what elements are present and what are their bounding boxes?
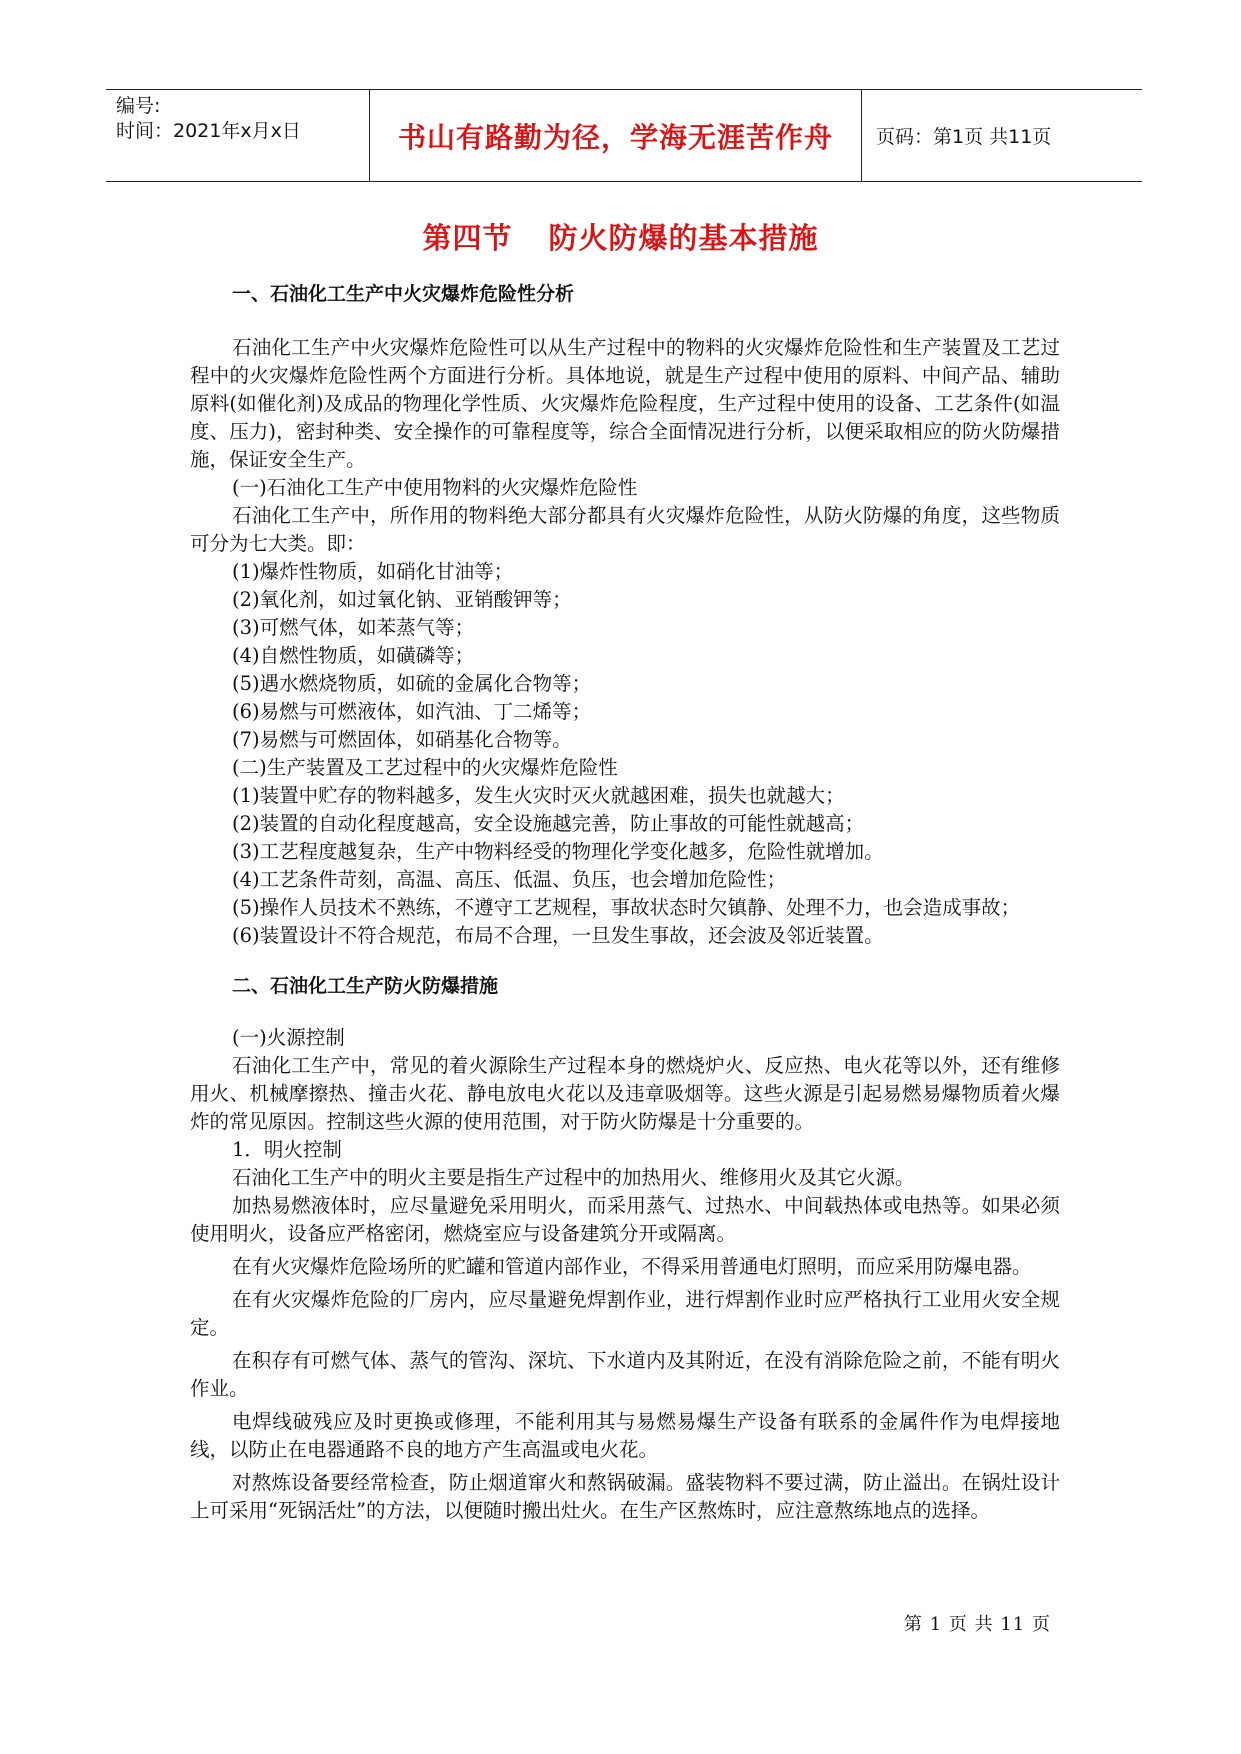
paragraph: 加热易燃液体时，应尽量避免采用明火，而采用蒸气、过热水、中间载热体或电热等。如果必须使用明火，设备应严格密闭，燃烧室应与设备建筑分开或隔离。 bbox=[190, 1194, 1060, 1245]
section1-heading: 一、石油化工生产中火灾爆炸危险性分析 bbox=[232, 283, 575, 305]
list-item: (6)易燃与可燃液体，如汽油、丁二烯等； bbox=[232, 700, 592, 723]
list-item: (3)可燃气体，如苯蒸气等； bbox=[232, 616, 475, 639]
list-item: (6)装置设计不符合规范，布局不合理，一旦发生事故，还会波及邻近装置。 bbox=[232, 924, 884, 947]
paragraph: 在积存有可燃气体、蒸气的管沟、深坑、下水道内及其附近，在没有消除危险之前，不能有明火作业。 bbox=[190, 1349, 1060, 1400]
list-item: (2)装置的自动化程度越高，安全设施越完善，防止事故的可能性就越高； bbox=[232, 812, 865, 835]
section1-sub1-heading: (一)石油化工生产中使用物料的火灾爆炸危险性 bbox=[232, 476, 638, 499]
list-item: (4)工艺条件苛刻，高温、高压、低温、负压，也会增加危险性； bbox=[232, 868, 787, 891]
title-section-name: 防火防爆的基本措施 bbox=[548, 221, 819, 255]
paragraph: 在有火灾爆炸危险的厂房内，应尽量避免焊割作业，进行焊割作业时应严格执行工业用火安全规定。 bbox=[190, 1288, 1060, 1339]
list-item: (1)装置中贮存的物料越多，发生火灾时灭火就越困难，损失也就越大； bbox=[232, 784, 845, 807]
list-item: (2)氧化剂，如过氧化钠、亚销酸钾等； bbox=[232, 588, 572, 611]
paragraph: 对熬炼设备要经常检查，防止烟道窜火和熬锅破漏。盛装物料不要过满，防止溢出。在锅灶设计上可采用“死锅活灶”的方法，以便随时搬出灶火。在生产区熬炼时，应注意熬练地点的选择。 bbox=[190, 1471, 1060, 1522]
list-item: (3)工艺程度越复杂，生产中物料经受的物理化学变化越多，危险性就增加。 bbox=[232, 840, 884, 863]
page-title bbox=[0, 216, 1241, 257]
paragraph: 在有火灾爆炸危险场所的贮罐和管道内部作业，不得采用普通电灯照明，而应采用防爆电器。 bbox=[232, 1255, 1032, 1278]
list-item: (1)爆炸性物质，如硝化甘油等； bbox=[232, 560, 514, 583]
section1-sub2-heading: (二)生产装置及工艺过程中的火灾爆炸危险性 bbox=[232, 756, 618, 779]
paragraph: 1．明火控制 bbox=[232, 1138, 342, 1161]
paragraph: 电焊线破残应及时更换或修理，不能利用其与易燃易爆生产设备有联系的金属件作为电焊接地线，以防止在电器通路不良的地方产生高温或电火花。 bbox=[190, 1410, 1060, 1461]
header-motto: 书山有路勤为径，学海无涯苦作舟 bbox=[370, 90, 862, 181]
title-section-number: 第四节 bbox=[422, 221, 513, 255]
document-body bbox=[190, 280, 1060, 1525]
paragraph: 石油化工生产中，常见的着火源除生产过程本身的燃烧炉火、反应热、电火花等以外，还有维修用火、机械摩擦热、撞击火花、静电放电火花以及违章吸烟等。这些火源是引起易燃易爆物质着火爆炸的常见原因。控制这些火源的使用范围，对于防火防爆是十分重要的。 bbox=[190, 1054, 1060, 1133]
list-item: (5)操作人员技术不熟练，不遵守工艺规程，事故状态时欠镇静、处理不力，也会造成事故； bbox=[232, 896, 1021, 919]
page-footer: 第 1 页 共 11 页 bbox=[904, 1614, 1051, 1635]
section1-intro: 石油化工生产中火灾爆炸危险性可以从生产过程中的物料的火灾爆炸危险性和生产装置及工艺过程中的火灾爆炸危险性两个方面进行分析。具体地说，就是生产过程中使用的原料、中间产品、辅助原料(如催化剂)及成品的物理化学性质、火灾爆炸危险程度，生产过程中使用的设备、工艺条件(如温度、压力)，密封种类、安全操作的可靠程度等，综合全面情况进行分析，以便采取相应的防火防爆措施，保证安全生产。 bbox=[190, 336, 1060, 471]
document-number-label: 编号: bbox=[116, 95, 161, 117]
list-item: (4)自燃性物质，如磺磷等； bbox=[232, 644, 475, 667]
header-meta-cell bbox=[106, 90, 370, 181]
document-time-label: 时间：2021年x月x日 bbox=[116, 120, 301, 142]
paragraph: 石油化工生产中的明火主要是指生产过程中的加热用火、维修用火及其它火源。 bbox=[232, 1166, 915, 1189]
section1-sub1-text: 石油化工生产中，所作用的物料绝大部分都具有火灾爆炸危险性，从防火防爆的角度，这些物质可分为七大类。即： bbox=[190, 504, 1060, 555]
section2-sub1-heading: (一)火源控制 bbox=[232, 1026, 345, 1049]
header-page-label: 页码：第1页 共11页 bbox=[876, 126, 1052, 148]
list-item: (7)易燃与可燃固体，如硝基化合物等。 bbox=[232, 728, 572, 751]
section2-heading: 二、石油化工生产防火防爆措施 bbox=[232, 975, 499, 997]
list-item: (5)遇水燃烧物质，如硫的金属化合物等； bbox=[232, 672, 592, 695]
header-table bbox=[106, 89, 1142, 182]
